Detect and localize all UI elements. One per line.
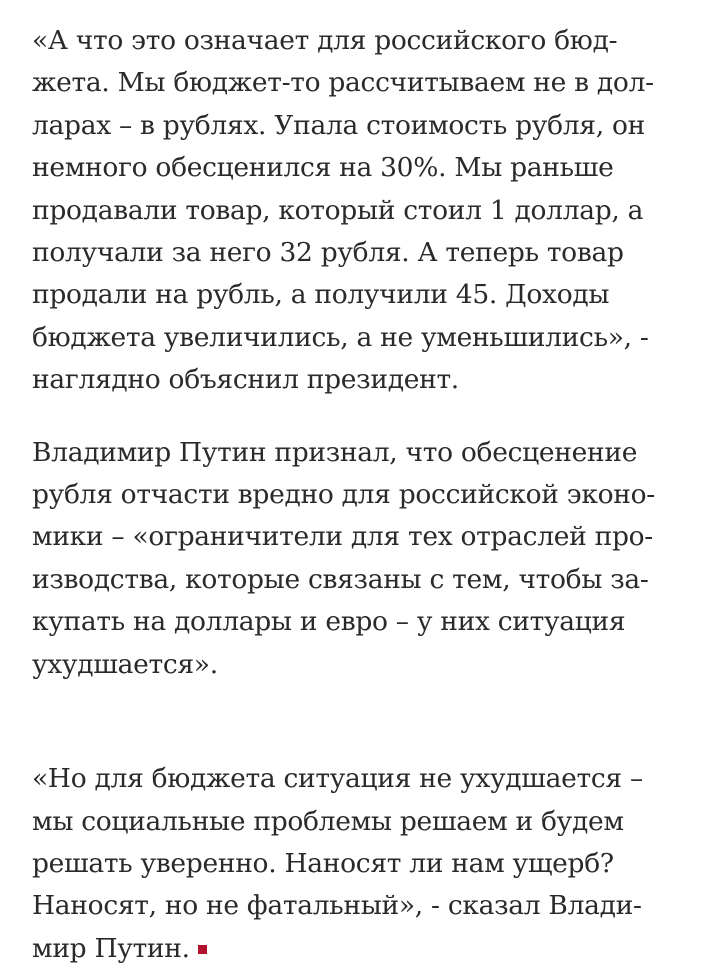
text-line: мы социальные проблемы решаем и будем	[32, 805, 624, 837]
text-line: купать на доллары и евро – у них ситуация	[32, 606, 626, 638]
text-line: «А что это означает для российского бюд-	[32, 25, 618, 56]
text-line: «Но для бюджета ситуация не ухудшается –	[32, 763, 643, 795]
text-line: бюджета увеличились, а не уменьшились», -	[32, 321, 649, 353]
text-line: наглядно объяснил президент.	[32, 364, 459, 396]
text-line: получали за него 32 рубля. А теперь товар	[32, 237, 624, 269]
text-line: изводства, которые связаны с тем, чтобы за-	[32, 563, 649, 595]
paragraph-3	[32, 758, 692, 970]
text-line: рубля отчасти вредно для российской эконо-	[32, 479, 655, 511]
text-line: ухудшается».	[32, 648, 218, 680]
text-line: немного обесценился на 30%. Мы раньше	[32, 152, 614, 184]
text-line: Владимир Путин признал, что обесценение	[32, 436, 638, 468]
article-body	[32, 20, 692, 970]
text-line: мики – «ограничители для тех отраслей про-	[32, 521, 653, 553]
text-line: продавали товар, который стоил 1 доллар, а	[32, 194, 644, 226]
paragraph-spacer	[32, 686, 692, 758]
paragraph-spacer	[32, 402, 692, 432]
paragraph-1	[32, 20, 692, 402]
text-line: ларах – в рублях. Упала стоимость рубля, он	[32, 109, 645, 141]
article-end-square-icon	[198, 945, 207, 954]
text-line: решать уверенно. Наносят ли нам ущерб?	[32, 847, 614, 879]
text-line: жета. Мы бюджет-то рассчитываем не в дол-	[32, 67, 654, 99]
text-line: Наносят, но не фатальный», - сказал Влади-	[32, 890, 642, 922]
last-line-text: мир Путин.	[32, 932, 190, 964]
paragraph-2	[32, 432, 692, 686]
text-line: продали на рубль, а получили 45. Доходы	[32, 279, 610, 311]
text-line	[32, 928, 692, 970]
